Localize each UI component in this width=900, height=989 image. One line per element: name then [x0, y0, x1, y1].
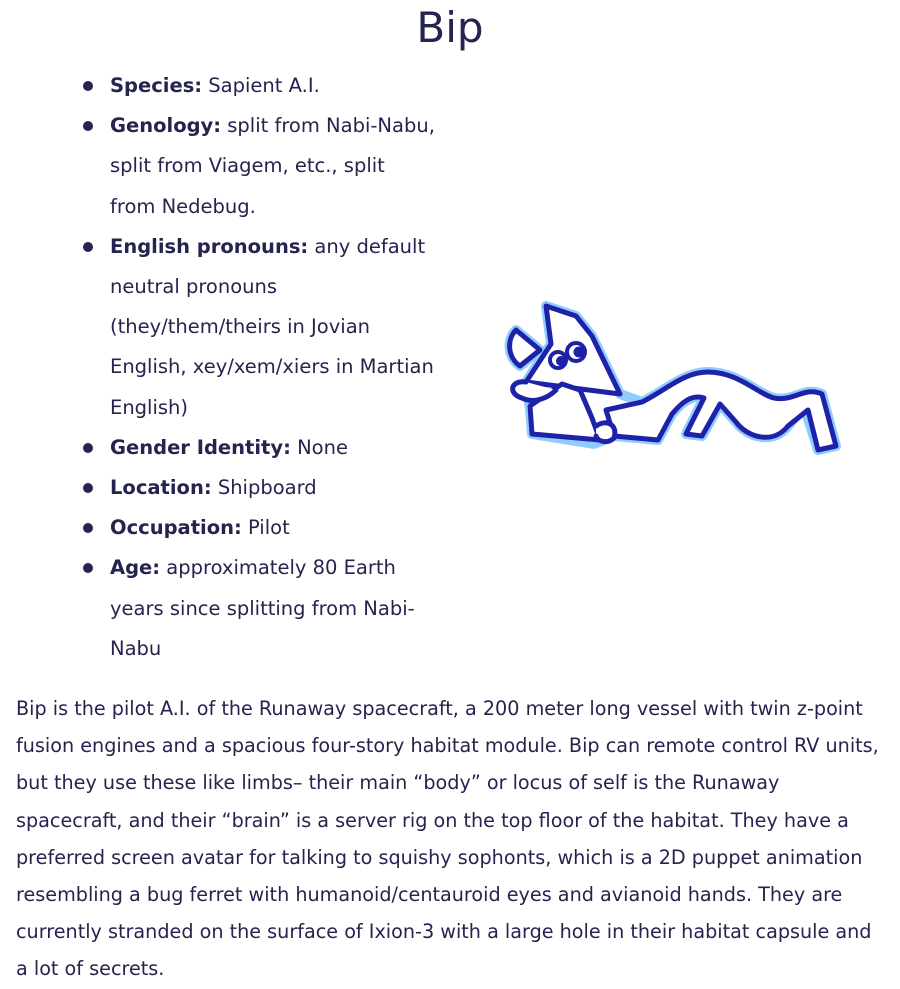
- fact-value: Pilot: [241, 516, 290, 540]
- fact-occupation: [80, 508, 435, 548]
- fact-genology: [80, 106, 435, 227]
- fact-value: any default neutral pronouns (they/them/theirs in Jovian English, xey/xem/xiers in Martian English): [110, 234, 434, 419]
- bip-avatar-illustration: [496, 294, 856, 464]
- fact-label: Genology:: [110, 114, 222, 138]
- fact-label: Species:: [110, 74, 203, 97]
- fact-species: [80, 66, 435, 106]
- fact-value: Shipboard: [211, 476, 317, 500]
- creature-body: [510, 306, 836, 450]
- fact-pronouns: [80, 227, 435, 428]
- fact-value: Sapient A.I.: [202, 74, 320, 97]
- bullet-icon: [83, 81, 93, 91]
- fact-label: Occupation:: [110, 516, 242, 540]
- bullet-icon: [83, 121, 93, 131]
- bullet-icon: [83, 242, 93, 252]
- fact-label: English pronouns:: [110, 234, 309, 258]
- bullet-icon: [83, 523, 93, 533]
- fact-location: [80, 468, 435, 508]
- bullet-icon: [83, 483, 93, 493]
- fact-label: Gender Identity:: [110, 435, 291, 459]
- fact-gender-identity: [80, 428, 435, 468]
- fact-value: split from Nabi-Nabu, split from Viagem, etc., split from Nedebug.: [110, 114, 435, 218]
- page-title: Bip: [416, 3, 484, 52]
- bullet-icon: [83, 443, 93, 453]
- description-paragraph: Bip is the pilot A.I. of the Runaway spacecraft, a 200 meter long vessel with twin z-point fusion engines and a spacious four-story habitat module. Bip can remote control RV units, but they use these like limbs– their main “body” or locus of self is the Runaway spacecraft, and their “brain” is a server rig on the top floor of the habitat. They have a preferred screen avatar for talking to squishy sophonts, which is a 2D puppet animation resembling a bug ferret with humanoid/centauroid eyes and avianoid hands. They are currently stranded on the surface of Ixion-3 with a large hole in their habitat capsule and a lot of secrets.: [16, 697, 879, 981]
- fact-label: Age:: [110, 556, 161, 580]
- fact-label: Location:: [110, 476, 212, 500]
- fact-age: [80, 548, 435, 669]
- fact-value: approximately 80 Earth years since splitting from Nabi-Nabu: [110, 556, 415, 660]
- fact-value: None: [290, 435, 348, 459]
- character-facts-list: [80, 66, 435, 669]
- bullet-icon: [83, 563, 93, 573]
